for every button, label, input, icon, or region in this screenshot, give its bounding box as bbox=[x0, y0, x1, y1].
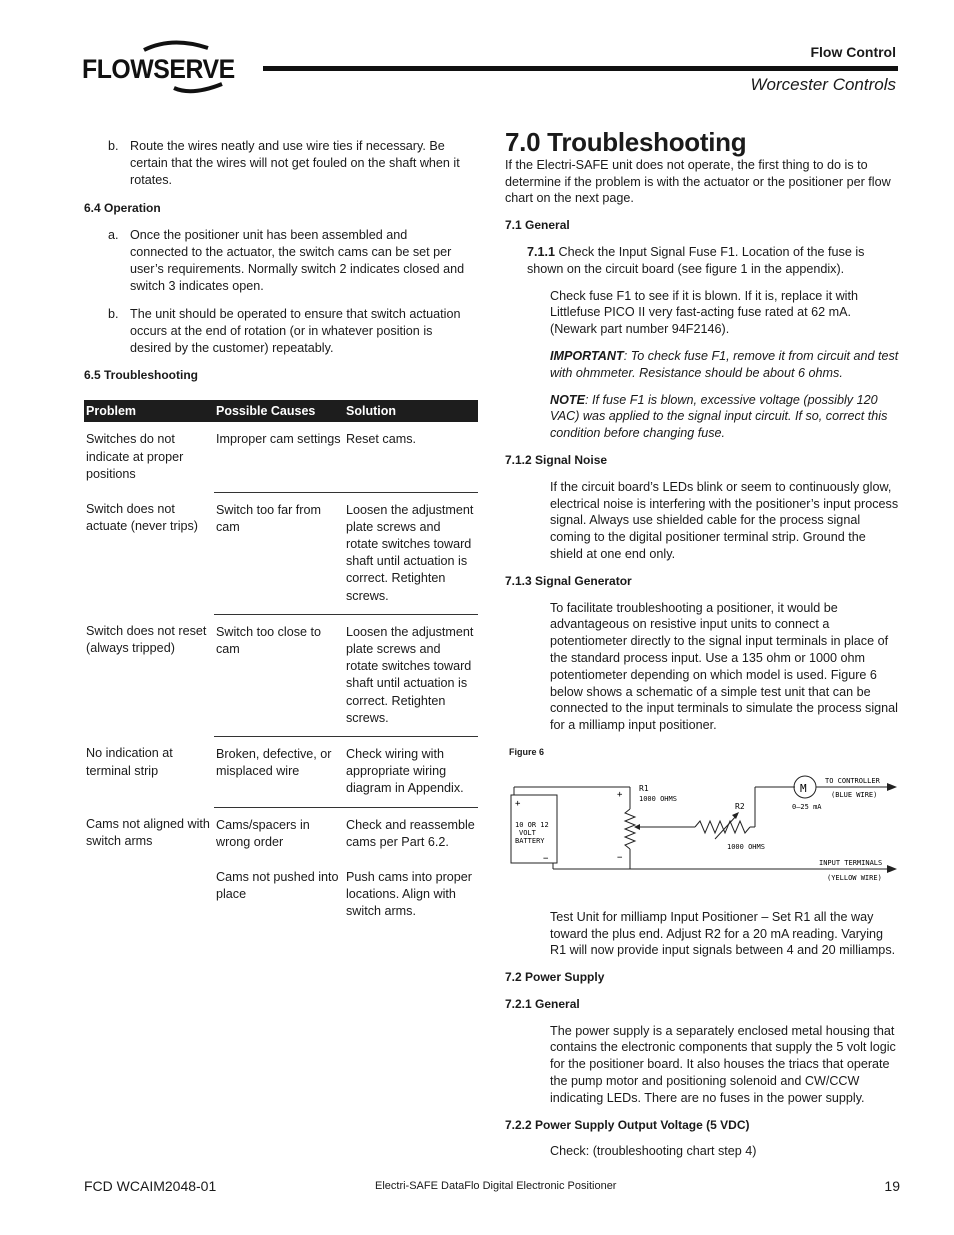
section-heading-7-2: 7.2 Power Supply bbox=[505, 970, 605, 985]
list-text: The unit should be operated to ensure that switch actuation occurs at the end of rotation (or in whatever position is desired by the customer) repeatably. bbox=[130, 306, 461, 356]
table-header-cell: Problem bbox=[84, 400, 214, 422]
footer-doc-id: FCD WCAIM2048-01 bbox=[84, 1178, 217, 1194]
table-cell: Switch does not reset (always tripped) bbox=[86, 624, 207, 656]
r2-label: R2 bbox=[735, 801, 745, 811]
section-heading-7-1-3: 7.1.3 Signal Generator bbox=[505, 573, 632, 588]
left-column bbox=[84, 138, 478, 930]
table-header-cell: Solution bbox=[344, 400, 478, 422]
table-cell: Check wiring with appropriate wiring diagram in Appendix. bbox=[344, 736, 478, 807]
table-row bbox=[84, 807, 478, 860]
battery-label-3: BATTERY bbox=[515, 836, 545, 845]
header-section: Flow Control bbox=[810, 44, 896, 60]
r1-value: 1000 OHMS bbox=[639, 794, 677, 803]
paragraph: The power supply is a separately enclosed metal housing that contains the electronic components that supply the 5 volt logic for the positioner board. It also houses the triacs that operate the pump motor and positioning solenoid and CW/CCW indicating LEDs. There are no fuses in the power supply. bbox=[550, 1023, 896, 1105]
list-item bbox=[108, 306, 478, 358]
table-cell: Loosen the adjustment plate screws and rotate switches toward shaft until actuation is correct. Retighten screws. bbox=[344, 492, 478, 614]
page-title: 7.0 Troubleshooting bbox=[505, 127, 747, 157]
list-text: Once the positioner unit has been assembled and connected to the actuator, the switch cams can be set per user’s requirements. Normally switch 2 indicates closed and switch 3 indicates open. bbox=[130, 227, 465, 294]
table-cell: Switches do not indicate at proper positions bbox=[86, 432, 184, 481]
r2-value: 1000 OHMS bbox=[727, 842, 765, 851]
table-cell: Cams/spacers in wrong order bbox=[216, 817, 310, 849]
paragraph: To facilitate troubleshooting a positioner, it would be advantageous on resistive input units to connect a potentiometer directly to the signal input terminals in place of the standard process input. Use a 135 ohm or 1000 ohm potentiometer depending on which model is used. Figure 6 below shows a schematic of a simple test unit that can be connected to the input terminals to simulate the process signal for a milliamp input positioner. bbox=[550, 600, 898, 733]
table-row bbox=[84, 492, 478, 614]
list-text: Route the wires neatly and use wire ties if necessary. Be certain that the wires will not get fouled on the shaft when it rotates. bbox=[130, 139, 460, 188]
list-item bbox=[108, 138, 478, 190]
table-cell: Reset cams. bbox=[344, 422, 478, 492]
list-marker: b. bbox=[108, 139, 119, 153]
figure-6-schematic bbox=[505, 765, 900, 905]
section-heading-7-2-2: 7.2.2 Power Supply Output Voltage (5 VDC) bbox=[505, 1117, 750, 1132]
right-column bbox=[505, 127, 900, 1170]
table-cell bbox=[84, 860, 214, 930]
meter-range: 0–25 mA bbox=[792, 802, 822, 811]
table-row bbox=[84, 860, 478, 930]
table-row bbox=[84, 614, 478, 736]
arrow-right-icon bbox=[887, 865, 897, 873]
important-text: : To check fuse F1, remove it from circuit and test with ohmmeter. Resistance should be about 6 ohms. bbox=[550, 348, 899, 380]
header-subtitle: Worcester Controls bbox=[750, 75, 896, 94]
table-cell: Check and reassemble cams per Part 6.2. bbox=[346, 817, 475, 849]
section-heading-7-1-2: 7.1.2 Signal Noise bbox=[505, 452, 608, 467]
arrow-right-icon bbox=[887, 783, 897, 791]
section-heading-6-4: 6.4 Operation bbox=[84, 200, 161, 215]
table-cell: Broken, defective, or misplaced wire bbox=[214, 736, 344, 807]
paragraph: If the circuit board’s LEDs blink or seem to continuously glow, electrical noise is interfering with the positioner’s input process signal. Always use shielded cable for the process signal coming to the digital positioner terminal strip. Ground the shield at one end only. bbox=[550, 479, 899, 561]
r1-resistor bbox=[625, 809, 635, 849]
r1-minus: − bbox=[617, 852, 623, 863]
note-text: : If fuse F1 is blown, excessive voltage (possibly 120 VAC) was applied to the signal input circuit. If so, correct this condition before changing fuse. bbox=[550, 392, 888, 441]
page-number: 19 bbox=[884, 1178, 900, 1194]
intro-paragraph: If the Electri-SAFE unit does not operate, the first thing to do is to determine if the problem is with the actuator or the positioner per flow chart on the next page. bbox=[505, 157, 891, 206]
table-cell: Cams not pushed into place bbox=[216, 870, 339, 902]
blue-wire-label: (BLUE WIRE) bbox=[831, 790, 878, 799]
list-marker: a. bbox=[108, 227, 119, 242]
figure-caption: Test Unit for milliamp Input Positioner – Set R1 all the way toward the plus end. Adjust R2 for a 20 mA reading. Varying R1 will now provide input signals between 4 and 20 milliamps. bbox=[550, 909, 896, 958]
table-cell: Loosen the adjustment plate screws and rotate switches toward shaft until actuation is correct. Retighten screws. bbox=[344, 614, 478, 736]
circuit-diagram bbox=[505, 765, 900, 895]
flowserve-logo bbox=[82, 38, 242, 100]
battery-plus: + bbox=[515, 798, 521, 809]
battery-label-2: VOLT bbox=[519, 828, 536, 837]
table-row bbox=[84, 736, 478, 807]
table-cell: No indication at terminal strip bbox=[86, 746, 173, 778]
table-cell: Switch does not actuate (never trips) bbox=[86, 502, 198, 534]
table-cell: Push cams into proper locations. Align with switch arms. bbox=[346, 870, 472, 919]
input-terminals-label: INPUT TERMINALS bbox=[819, 858, 883, 867]
battery-label-1: 10 OR 12 bbox=[515, 820, 549, 829]
footer-product: Electri-SAFE DataFlo Digital Electronic Positioner bbox=[375, 1180, 617, 1192]
logo-text: FLOWSERVE bbox=[82, 54, 235, 84]
paragraph-text: Check the Input Signal Fuse F1. Location of the fuse is shown on the circuit board (see figure 1 in the appendix). bbox=[527, 244, 865, 276]
list-marker: b. bbox=[108, 306, 119, 321]
paragraph-7-1-1-body bbox=[527, 244, 900, 278]
table-cell: Switch too far from cam bbox=[214, 492, 344, 614]
table-cell: Cams not aligned with switch arms bbox=[86, 817, 210, 849]
paragraph: Check fuse F1 to see if it is blown. If it is, replace it with Littlefuse PICO II very fast-acting fuse rated at 62 mA. (Newark part number 94F2146). bbox=[550, 288, 858, 337]
note bbox=[550, 392, 900, 442]
table-header-row bbox=[84, 400, 478, 422]
table-cell: Improper cam settings bbox=[214, 422, 344, 492]
table-cell: Switch too close to cam bbox=[214, 614, 344, 736]
section-heading-6-5: 6.5 Troubleshooting bbox=[84, 368, 199, 383]
list-item bbox=[108, 227, 478, 296]
important-label: IMPORTANT bbox=[550, 348, 624, 363]
paragraph: Check: (troubleshooting chart step 4) bbox=[550, 1144, 757, 1159]
yellow-wire-label: (YELLOW WIRE) bbox=[827, 873, 882, 882]
important-note bbox=[550, 348, 900, 382]
to-controller-label: TO CONTROLLER bbox=[825, 776, 880, 785]
r1-plus: + bbox=[617, 789, 623, 800]
header-rule bbox=[263, 66, 898, 71]
meter-symbol: M bbox=[800, 781, 807, 795]
section-heading-7-1: 7.1 General bbox=[505, 218, 570, 233]
paragraph-7-1-1 bbox=[527, 244, 900, 278]
r1-label: R1 bbox=[639, 783, 649, 793]
battery-minus: − bbox=[543, 853, 549, 864]
paragraph-number: 7.1.1 bbox=[527, 244, 556, 259]
table-row bbox=[84, 422, 478, 492]
figure-label: Figure 6 bbox=[509, 746, 545, 757]
table-header-cell: Possible Causes bbox=[214, 400, 344, 422]
troubleshooting-table bbox=[84, 400, 478, 929]
section-heading-7-2-1: 7.2.1 General bbox=[505, 996, 580, 1011]
note-label: NOTE bbox=[550, 392, 585, 407]
